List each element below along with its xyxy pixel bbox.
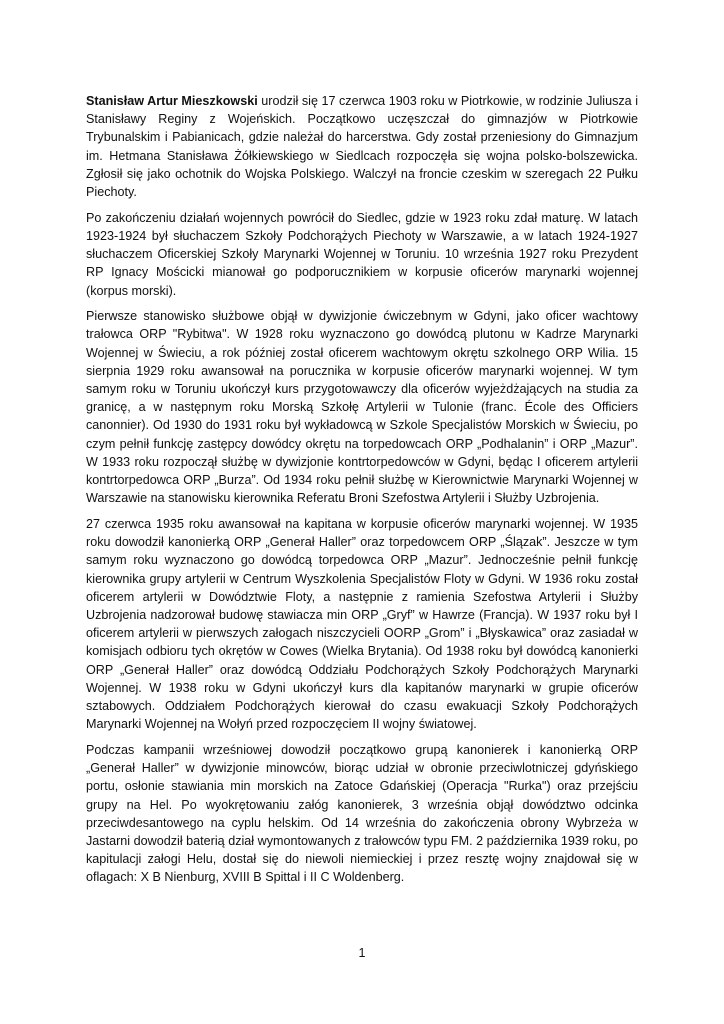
paragraph-1-text: urodził się 17 czerwca 1903 roku w Piotrkowie, w rodzinie Juliusza i Stanisławy Reginy z Wojeńskich. Początkowo uczęszczał do gimnazjów w Piotrkowie Trybunalskim i Pabianicach, gdzie należał do harcerstwa. Gdy został przeniesiony do Gimnazjum im. Hetmana Stanisława Żółkiewskiego w Siedlcach rozpoczęła się wojna polsko-bolszewicka. Zgłosił się jako ochotnik do Wojska Polskiego. Walczył na froncie czeskim w szeregach 22 Pułku Piechoty. (86, 94, 638, 200)
paragraph-5: Podczas kampanii wrześniowej dowodził początkowo grupą kanonierek i kanonierką ORP „Generał Haller” w dywizjonie minowców, biorąc udział w obronie przeciwlotniczej gdyńskiego portu, osłonie stawiania min morskich na Zatoce Gdańskiej (Operacja "Rurka") oraz przejściu grupy na Hel. Po wyokrętowaniu załóg kanonierek, 3 września objął dowództwo odcinka przeciwdesantowego na cyplu helskim. Od 14 września do zakończenia obrony Wybrzeża w Jastarni dowodził baterią dział wymontowanych z trałowców typu FM. 2 października 1939 roku, po kapitulacji załogi Helu, dostał się do niewoli niemieckiej i przez resztę wojny znajdował się w oflagach: X B Nienburg, XVIII B Spittal i II C Woldenberg. (86, 742, 638, 885)
paragraph-1 (86, 92, 638, 201)
document-body (86, 92, 638, 894)
subject-name: Stanisław Artur Mieszkowski (86, 94, 258, 108)
page-number: 1 (358, 946, 366, 960)
paragraph-2: Po zakończeniu działań wojennych powrócił do Siedlec, gdzie w 1923 roku zdał maturę. W latach 1923-1924 był słuchaczem Szkoły Podchorążych Piechoty w Warszawie, a w latach 1924-1927 słuchaczem Oficerskiej Szkoły Marynarki Wojennej w Toruniu. 10 września 1927 roku Prezydent RP Ignacy Mościcki mianował go podporucznikiem w korpusie oficerów marynarki wojennej (korpus morski). (86, 210, 638, 298)
paragraph-4: 27 czerwca 1935 roku awansował na kapitana w korpusie oficerów marynarki wojennej. W 1935 roku dowodził kanonierką ORP „Generał Haller” oraz torpedowcem ORP „Ślązak”. Jeszcze w tym samym roku wyznaczono go dowódcą torpedowca ORP „Mazur”. Jednocześnie pełnił funkcję kierownika grupy artylerii w Centrum Wyszkolenia Specjalistów Floty w Gdyni. W 1936 roku został oficerem artylerii w Dowództwie Floty, a następnie z ramienia Szefostwa Artylerii i Służby Uzbrojenia nadzorował budowę stawiacza min ORP „Gryf” w Hawrze (Francja). W 1937 roku był I oficerem artylerii w pierwszych załogach niszczycieli OORP „Grom” i „Błyskawica” oraz zasiadał w komisjach odbioru tych okrętów w Cowes (Wielka Brytania). Od 1938 roku był dowódcą kanonierki ORP „Generał Haller” oraz dowódcą Oddziału Podchorążych Szkoły Podchorążych Marynarki Wojennej. W 1938 roku w Gdyni ukończył kurs dla kapitanów marynarki w grupie oficerów sztabowych. Oddziałem Podchorążych kierował do czasu ewakuacji Szkoły Podchorążych Marynarki Wojennej na Wołyń przed rozpoczęciem II wojny światowej. (86, 516, 638, 732)
paragraph-3: Pierwsze stanowisko służbowe objął w dywizjonie ćwiczebnym w Gdyni, jako oficer wachtowy trałowca ORP "Rybitwa". W 1928 roku wyznaczono go dowódcą plutonu w Kadrze Marynarki Wojennej w Świeciu, a rok później został oficerem wachtowym okrętu szkolnego ORP Wilia. 15 sierpnia 1929 roku awansował na porucznika w korpusie oficerów marynarki wojennej. W tym samym roku w Toruniu ukończył kurs przygotowawczy dla oficerów wyjeżdżających na studia za granicę, a w następnym roku Morską Szkołę Artylerii w Tulonie (franc. École des Officiers canonnier). Od 1930 do 1931 roku był wykładowcą w Szkole Specjalistów Morskich w Świeciu, po czym pełnił funkcję zastępcy dowódcy okrętu na torpedowcach ORP „Podhalanin” i ORP „Mazur”. W 1933 roku rozpoczął służbę w dywizjonie kontrtorpedowców w Gdyni, będąc I oficerem artylerii kontrtorpedowca ORP „Burza”. Od 1934 roku pełnił służbę w Kierownictwie Marynarki Wojennej w Warszawie na stanowisku kierownika Referatu Broni Szefostwa Artylerii i Służby Uzbrojenia. (86, 309, 638, 506)
